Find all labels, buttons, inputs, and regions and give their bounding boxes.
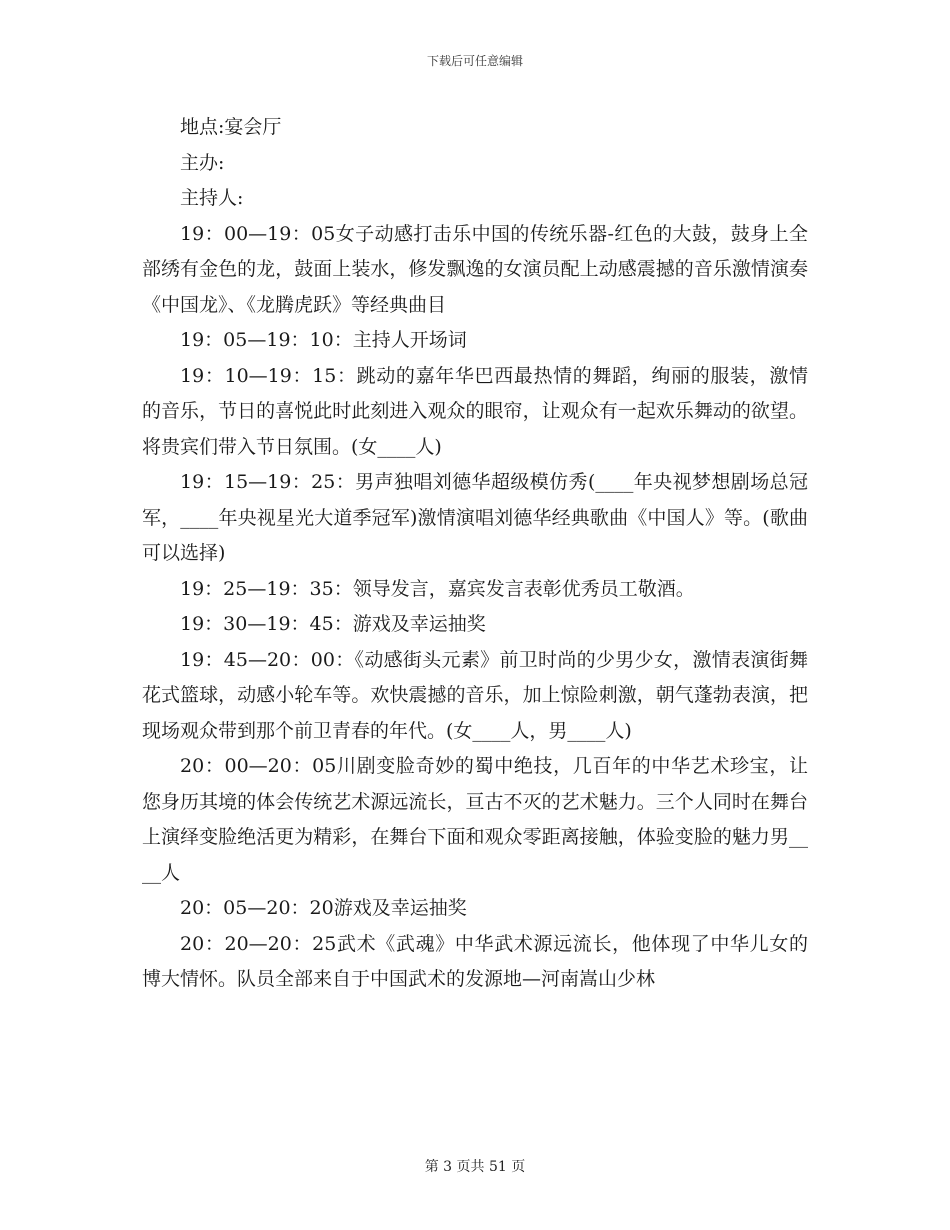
- paragraph-program-item: 19：30—19：45：游戏及幸运抽奖: [180, 613, 486, 635]
- paragraph-program-item: 19：05—19：10：主持人开场词: [180, 329, 467, 351]
- paragraph-organizer: 主办:: [180, 151, 225, 174]
- page-footer: 第 3 页共 51 页: [424, 1159, 526, 1175]
- paragraph-program-item: 20：20—20：25武术《武魂》中华武术源远流长，他体现了中华儿女的博大情怀。队员全部来自于中国武术的发源地—河南嵩山少林: [142, 932, 808, 990]
- document-body: [142, 110, 808, 998]
- page-header: 下载后可任意编辑: [426, 54, 523, 68]
- paragraph-program-item: 19：45—20：00：《动感街头元素》前卫时尚的少男少女，激情表演街舞花式篮球，动感小轮车等。欢快震撼的音乐，加上惊险刺激，朝气蓬勃表演，把现场观众带到那个前卫青春的年代。(女____人，男____人): [142, 648, 808, 742]
- paragraph-program-item: 20：05—20：20游戏及幸运抽奖: [180, 897, 467, 919]
- paragraph-program-item: 19：00—19：05女子动感打击乐中国的传统乐器-红色的大鼓，鼓身上全部绣有金色的龙，鼓面上装水，修发飘逸的女演员配上动感震撼的音乐激情演奏《中国龙》、《龙腾虎跃》等经典曲目: [142, 222, 808, 316]
- paragraph-program-item: 19：10—19：15：跳动的嘉年华巴西最热情的舞蹈，绚丽的服装，激情的音乐，节日的喜悦此时此刻进入观众的眼帘，让观众有一起欢乐舞动的欲望。将贵宾们带入节日氛围。(女____人): [142, 364, 808, 458]
- paragraph-host: 主持人:: [180, 187, 244, 209]
- paragraph-program-item: 20：00—20：05川剧变脸奇妙的蜀中绝技，几百年的中华艺术珍宝，让您身历其境的体会传统艺术源远流长，亘古不灭的艺术魅力。三个人同时在舞台上演绎变脸绝活更为精彩，在舞台下面和观众零距离接触，体验变脸的魅力男____人: [142, 755, 808, 884]
- paragraph-program-item: 19：25—19：35：领导发言，嘉宾发言表彰优秀员工敬酒。: [180, 577, 695, 600]
- paragraph-program-item: 19：15—19：25：男声独唱刘德华超级模仿秀(____年央视梦想剧场总冠军，____年央视星光大道季冠军)激情演唱刘德华经典歌曲《中国人》等。(歌曲可以选择): [142, 471, 808, 564]
- paragraph-venue: 地点:宴会厅: [180, 116, 282, 138]
